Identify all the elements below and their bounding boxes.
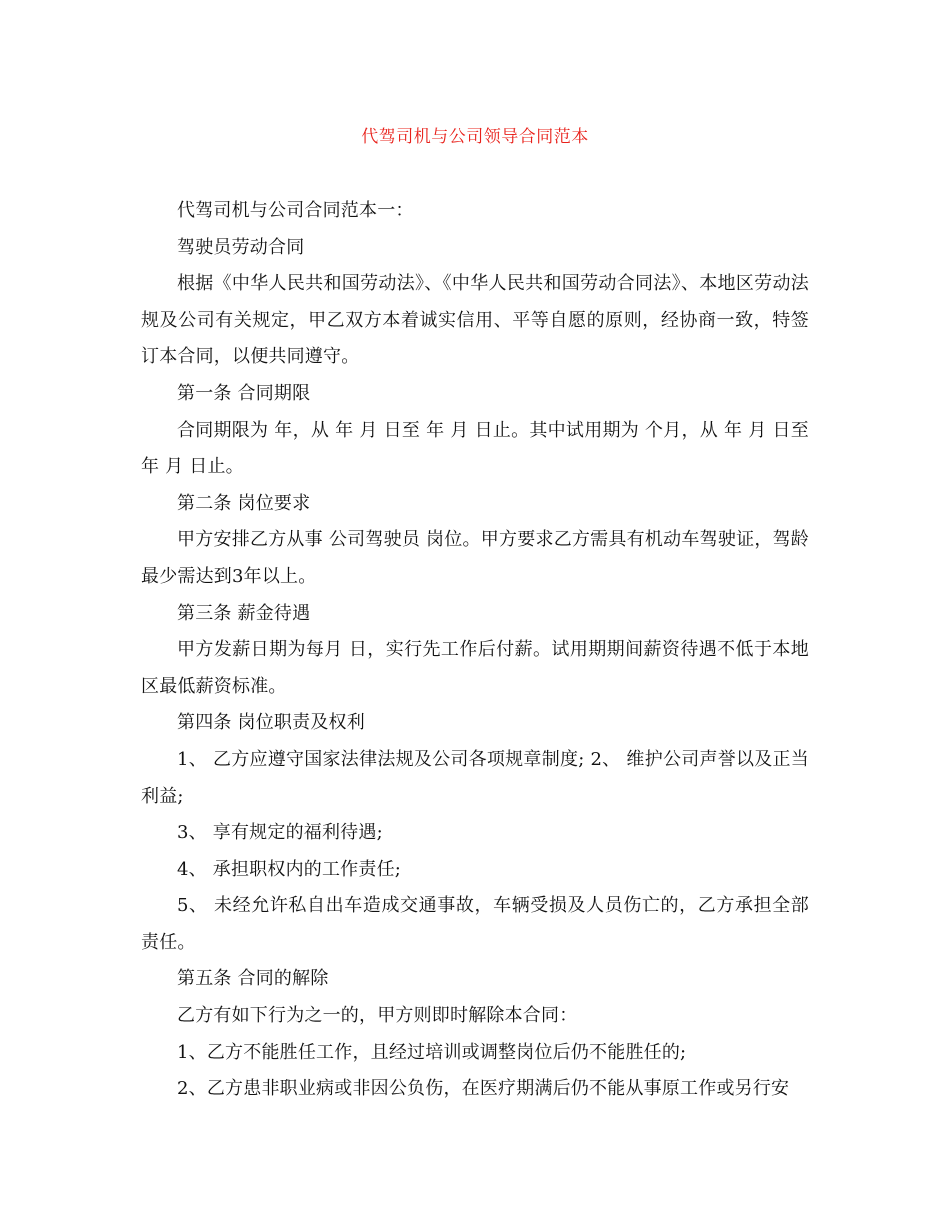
- article-4-item-5: 5、 未经允许私自出车造成交通事故，车辆受损及人员伤亡的，乙方承担全部责任。: [141, 895, 809, 953]
- paragraph-preamble: 根据《中华人民共和国劳动法》、《中华人民共和国劳动合同法》、本地区劳动法规及公司有关规定，甲乙双方本着诚实信用、平等自愿的原则，经协商一致，特签订本合同，以便共同遵守。: [141, 273, 809, 368]
- article-4-item-3: 3、 享有规定的福利待遇;: [177, 822, 383, 844]
- article-5-heading: 第五条 合同的解除: [177, 968, 329, 990]
- article-3-text: 甲方发薪日期为每月 日，实行先工作后付薪。试用期期间薪资待遇不低于本地区最低薪资标准。: [141, 639, 809, 697]
- article-4-item-4: 4、 承担职权内的工作责任;: [177, 858, 402, 880]
- article-5-intro: 乙方有如下行为之一的，甲方则即时解除本合同：: [177, 1005, 578, 1027]
- article-1-text: 合同期限为 年，从 年 月 日至 年 月 日止。其中试用期为 个月，从 年 月 日至 年 月 日止。: [141, 419, 809, 478]
- document-title: 代驾司机与公司领导合同范本: [361, 127, 589, 147]
- document-body: [141, 193, 809, 1108]
- article-5-item-2: 2、乙方患非职业病或非因公负伤，在医疗期满后仍不能从事原工作或另行安: [177, 1078, 790, 1100]
- article-2-text: 甲方安排乙方从事 公司驾驶员 岗位。甲方要求乙方需具有机动车驾驶证，驾龄最少需达到3年以上。: [141, 529, 809, 587]
- paragraph-section-heading: 代驾司机与公司合同范本一：: [177, 200, 414, 221]
- article-3-heading: 第三条 薪金待遇: [177, 602, 311, 624]
- article-2-heading: 第二条 岗位要求: [177, 492, 311, 514]
- paragraph-contract-name: 驾驶员劳动合同: [177, 236, 305, 258]
- article-1-heading: 第一条 合同期限: [177, 382, 311, 404]
- article-4-heading: 第四条 岗位职责及权利: [177, 712, 365, 734]
- article-4-item-1-2: 1、 乙方应遵守国家法律法规及公司各项规章制度; 2、 维护公司声誉以及正当利益;: [141, 748, 809, 807]
- article-5-item-1: 1、乙方不能胜任工作，且经过培训或调整岗位后仍不能胜任的;: [177, 1041, 687, 1063]
